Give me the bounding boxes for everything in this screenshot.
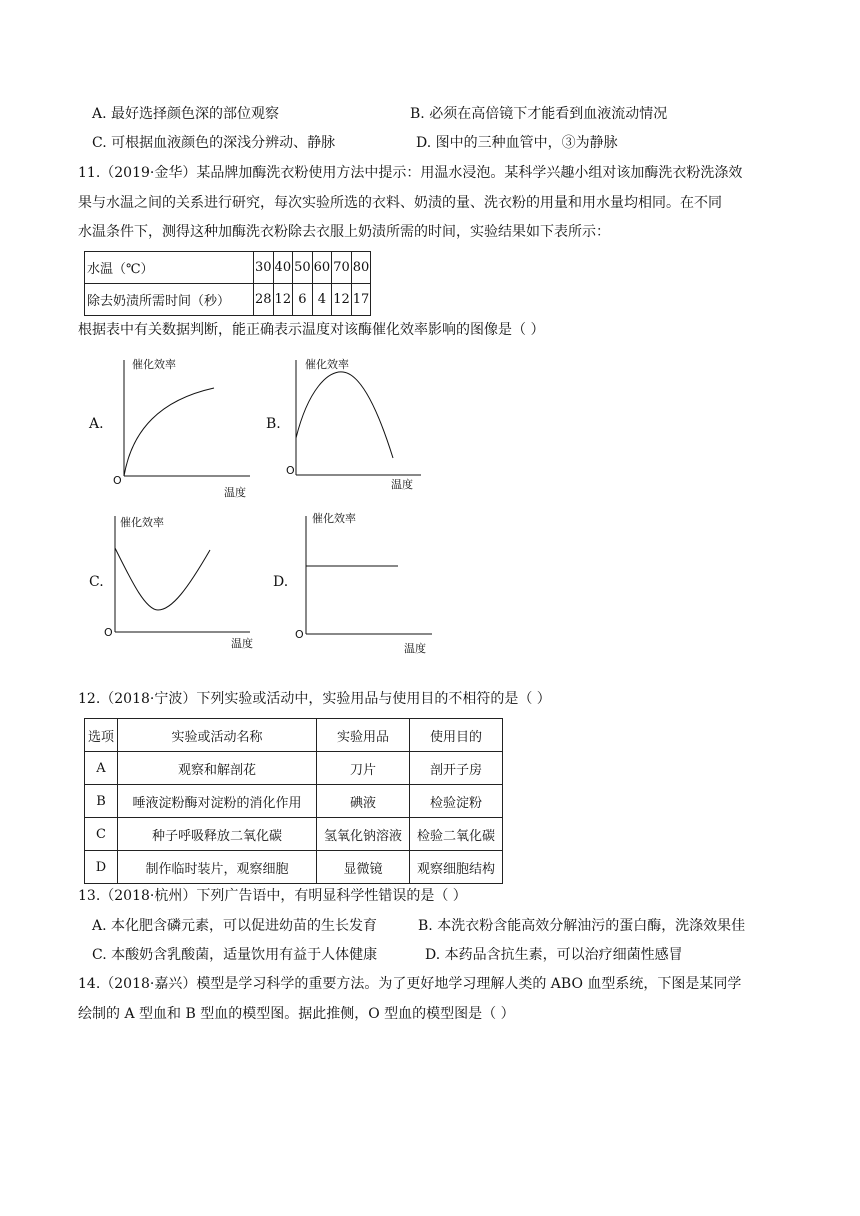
row-label-water-temp: 水温（℃） — [85, 252, 254, 284]
header-activity: 实验或活动名称 — [118, 719, 317, 752]
q13-option-b: B. 本洗衣粉含能高效分解油污的蛋白酶，洗涤效果佳 — [418, 918, 746, 934]
q10-option-c: C. 可根据血液颜色的深浅分辨动、静脉 — [92, 135, 336, 151]
table-cell: 观察细胞结构 — [410, 851, 503, 884]
graph-c-origin: O — [104, 626, 113, 639]
table-cell: 检验二氧化碳 — [410, 818, 503, 851]
graph-a-xlabel: 温度 — [224, 486, 246, 499]
graph-b-xlabel: 温度 — [391, 478, 413, 491]
table-row — [85, 785, 503, 818]
q14-stem-line-1: 14.（2018·嘉兴）模型是学习科学的重要方法。为了更好地学习理解人类的 ABO 血型系统，下图是某同学 — [78, 976, 742, 992]
header-material: 实验用品 — [317, 719, 410, 752]
graph-b — [283, 350, 433, 500]
table-row — [85, 752, 503, 785]
q13-option-a: A. 本化肥含磷元素，可以促进幼苗的生长发育 — [92, 918, 378, 934]
table-cell: 种子呼吸释放二氧化碳 — [118, 818, 317, 851]
q12-stem: 12.（2018·宁波）下列实验或活动中，实验用品与使用目的不相符的是（ ） — [78, 691, 551, 707]
table-row — [85, 818, 503, 851]
table-cell: 70 — [332, 252, 352, 284]
graph-b-origin: O — [286, 464, 295, 477]
q14-stem-line-2: 绘制的 A 型血和 B 型血的模型图。据此推侧，O 型血的模型图是（ ） — [78, 1006, 515, 1022]
table-cell: 显微镜 — [317, 851, 410, 884]
table-cell: 4 — [312, 284, 332, 316]
graph-a-origin: O — [113, 474, 122, 487]
table-cell: 观察和解剖花 — [118, 752, 317, 785]
q13-option-d: D. 本药品含抗生素，可以治疗细菌性感冒 — [425, 947, 683, 963]
graph-d-ylabel: 催化效率 — [312, 512, 356, 525]
table-cell: 12 — [332, 284, 352, 316]
q13-stem: 13.（2018·杭州）下列广告语中，有明显科学性错误的是（ ） — [78, 888, 467, 904]
graph-d-label: D. — [273, 574, 289, 590]
table-cell: A — [85, 752, 118, 785]
table-cell: 60 — [312, 252, 332, 284]
q12-table — [84, 718, 503, 884]
graph-d-xlabel: 温度 — [404, 642, 426, 655]
table-cell: 唾液淀粉酶对淀粉的消化作用 — [118, 785, 317, 818]
graph-a — [110, 350, 260, 500]
graph-a-label: A. — [89, 416, 104, 432]
q11-data-table — [84, 251, 371, 316]
table-cell: 6 — [293, 284, 313, 316]
table-cell: 17 — [351, 284, 371, 316]
graph-d-origin: O — [295, 628, 304, 641]
table-cell: 刀片 — [317, 752, 410, 785]
table-cell: 检验淀粉 — [410, 785, 503, 818]
row-label-removal-time: 除去奶渍所需时间（秒） — [85, 284, 254, 316]
table-cell: 12 — [273, 284, 293, 316]
graph-c-xlabel: 温度 — [231, 637, 253, 650]
graph-c-label: C. — [89, 574, 104, 590]
table-cell: C — [85, 818, 118, 851]
graph-c — [100, 508, 260, 658]
q10-option-b: B. 必须在高倍镜下才能看到血液流动情况 — [410, 106, 668, 122]
q13-option-c: C. 本酸奶含乳酸菌，适量饮用有益于人体健康 — [92, 947, 378, 963]
table-row — [85, 851, 503, 884]
q11-question: 根据表中有关数据判断，能正确表示温度对该酶催化效率影响的图像是（ ） — [78, 322, 545, 338]
table-cell: 40 — [273, 252, 293, 284]
graph-b-label: B. — [266, 416, 281, 432]
table-header-row — [85, 719, 503, 752]
table-cell: 制作临时装片，观察细胞 — [118, 851, 317, 884]
header-option: 选项 — [85, 719, 118, 752]
table-cell: 50 — [293, 252, 313, 284]
table-cell: 氢氧化钠溶液 — [317, 818, 410, 851]
table-cell: 80 — [351, 252, 371, 284]
table-cell: 28 — [254, 284, 274, 316]
q11-stem-line-1: 11.（2019·金华）某品牌加酶洗衣粉使用方法中提示：用温水浸泡。某科学兴趣小组对该加酶洗衣粉洗涤效 — [78, 165, 743, 181]
table-cell: D — [85, 851, 118, 884]
table-row — [85, 252, 371, 284]
q10-option-a: A. 最好选择颜色深的部位观察 — [92, 106, 280, 122]
table-cell: B — [85, 785, 118, 818]
q11-stem-line-2: 果与水温之间的关系进行研究，每次实验所选的衣料、奶渍的量、洗衣粉的用量和用水量均相同。在不同 — [78, 195, 722, 211]
graph-c-ylabel: 催化效率 — [120, 516, 164, 529]
q11-stem-line-3: 水温条件下，测得这种加酶洗衣粉除去衣服上奶渍所需的时间，实验结果如下表所示： — [78, 224, 610, 240]
graph-b-ylabel: 催化效率 — [305, 358, 349, 371]
graph-a-ylabel: 催化效率 — [132, 358, 176, 371]
header-purpose: 使用目的 — [410, 719, 503, 752]
table-cell: 剖开子房 — [410, 752, 503, 785]
table-cell: 30 — [254, 252, 274, 284]
q10-option-d: D. 图中的三种血管中，③为静脉 — [416, 135, 618, 151]
table-cell: 碘液 — [317, 785, 410, 818]
graph-d — [292, 508, 442, 658]
table-row — [85, 284, 371, 316]
